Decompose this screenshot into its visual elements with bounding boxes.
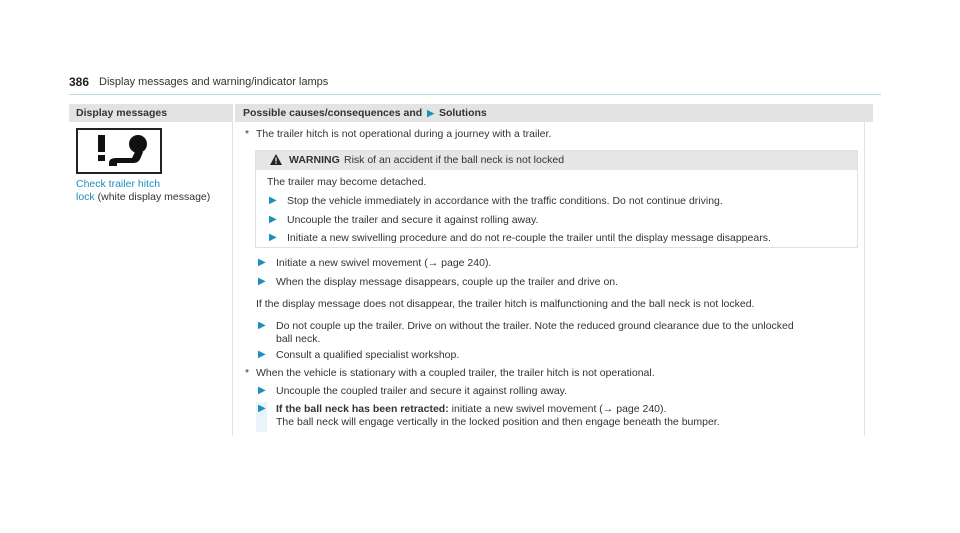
table-right-border	[864, 104, 865, 436]
bullet-arrow-icon: ▶	[258, 257, 266, 268]
message-suffix: (white display message)	[97, 191, 211, 203]
warning-body: The trailer may become detached.	[267, 176, 427, 188]
page-number: 386	[69, 75, 90, 89]
trailer-hitch-warning-icon	[76, 128, 162, 174]
bullet-arrow-icon: ▶	[258, 385, 266, 396]
step-couple-up: When the display message disappears, couple up the trailer and drive on.	[276, 276, 619, 288]
message-name-line1: Check trailer hitch	[76, 178, 161, 190]
step-do-not-couple-line2: ball neck.	[276, 333, 321, 345]
bullet-arrow-icon: ▶	[258, 320, 266, 331]
cause-2-star: *	[245, 367, 250, 379]
column-divider	[232, 104, 233, 436]
step-consult-workshop: Consult a qualified specialist workshop.	[276, 349, 460, 361]
page-header-title: Display messages and warning/indicator lamps	[99, 76, 329, 88]
warning-label: WARNING	[289, 154, 340, 166]
col-header-solutions-text: Solutions	[438, 107, 487, 119]
header-divider	[69, 94, 881, 95]
step-uncouple-coupled: Uncouple the coupled trailer and secure it against rolling away.	[276, 385, 568, 397]
cause-1-star: *	[245, 128, 250, 140]
step-ball-neck-engage: The ball neck will engage vertically in the locked position and then engage beneath the bumper.	[276, 416, 720, 428]
step-ball-neck-retracted	[276, 403, 666, 416]
col-header-causes-solutions	[235, 104, 873, 122]
warning-triangle-icon	[270, 154, 282, 165]
page-header	[69, 75, 881, 95]
cause-2-text: When the vehicle is stationary with a coupled trailer, the trailer hitch is not operational.	[256, 367, 655, 379]
warning-header	[256, 151, 857, 170]
step-do-not-couple-line1: Do not couple up the trailer. Drive on without the trailer. Note the reduced ground clearance due to the unlocked	[276, 320, 794, 332]
warning-title: Risk of an accident if the ball neck is not locked	[344, 154, 565, 166]
bullet-arrow-icon: ▶	[258, 276, 266, 287]
warning-step-1: Stop the vehicle immediately in accordance with the traffic conditions. Do not continue driving.	[287, 195, 723, 207]
warning-step-2: Uncouple the trailer and secure it against rolling away.	[287, 214, 539, 226]
step-ball-neck-retracted-rest: initiate a new swivel movement (→ page 240).	[451, 403, 667, 415]
arrow-right-icon: ▶	[427, 108, 435, 118]
cause-1-text: The trailer hitch is not operational during a journey with a trailer.	[256, 128, 552, 140]
warning-step-3: Initiate a new swivelling procedure and do not re-couple the trailer until the display message disappears.	[287, 232, 771, 244]
warning-box	[255, 150, 858, 248]
bullet-arrow-icon: ▶	[258, 349, 266, 360]
col-header-display-messages: Display messages	[69, 104, 233, 122]
bullet-arrow-icon: ▶	[269, 232, 277, 243]
bullet-arrow-icon: ▶	[258, 403, 266, 414]
step-ball-neck-retracted-bold: If the ball neck has been retracted:	[276, 403, 449, 415]
if-not-disappear-text: If the display message does not disappear, the trailer hitch is malfunctioning and the ball neck is not locked.	[256, 298, 755, 310]
message-name-line2: lock	[76, 191, 95, 203]
bullet-arrow-icon: ▶	[269, 214, 277, 225]
display-message-label	[76, 178, 236, 204]
step-initiate-swivel: Initiate a new swivel movement (→ page 240).	[276, 257, 492, 269]
col-header-causes-text: Possible causes/consequences and	[243, 107, 423, 119]
bullet-arrow-icon: ▶	[269, 195, 277, 206]
